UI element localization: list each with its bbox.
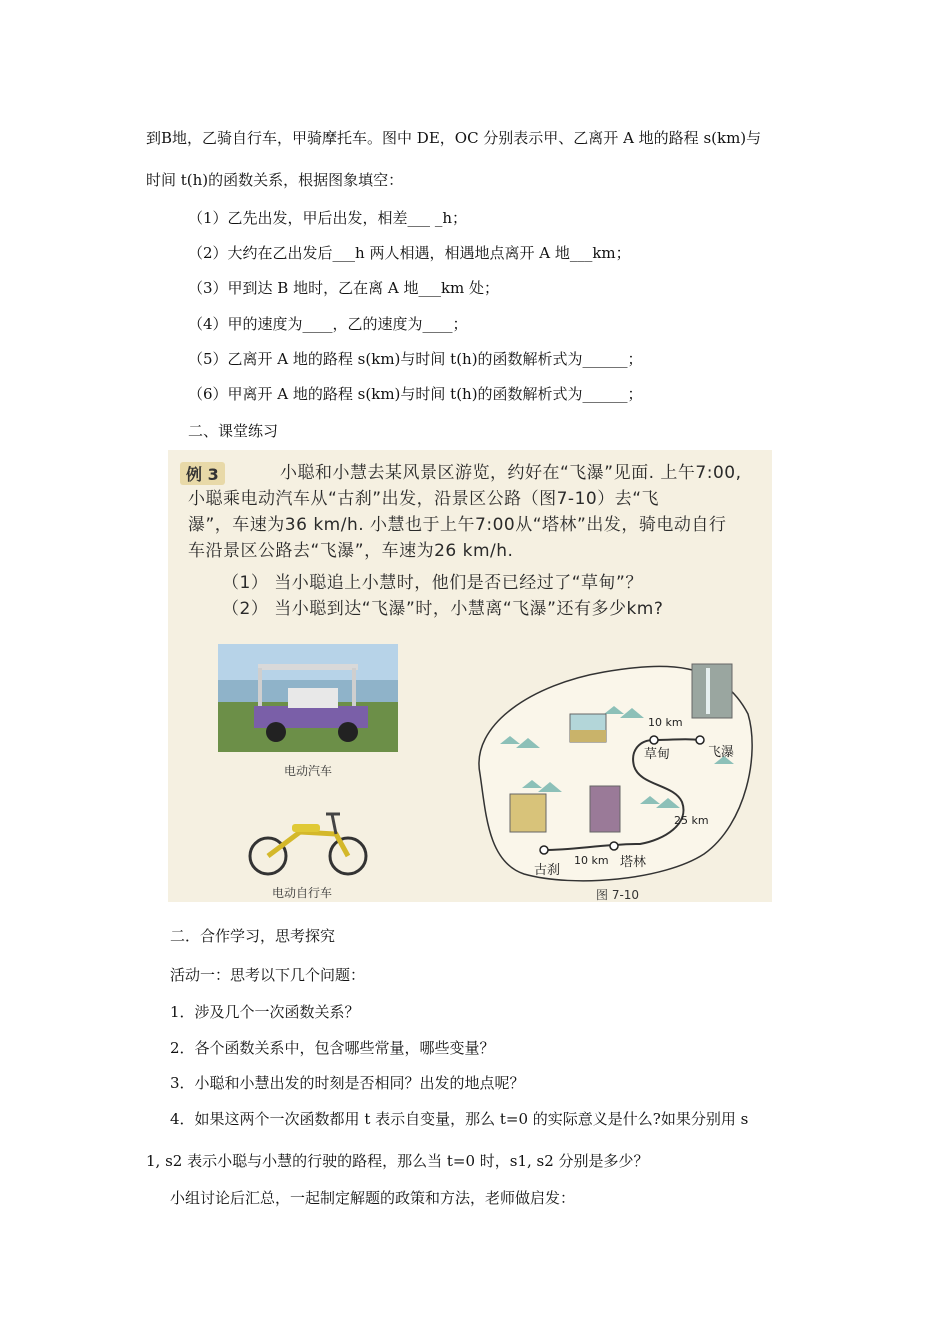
question-5: （5）乙离开 A 地的路程 s(km)与时间 t(h)的函数解析式为______； <box>188 350 643 368</box>
map-distance-3: 10 km <box>648 716 683 729</box>
example-figure <box>168 450 772 902</box>
question-3: （3）甲到达 B 地时，乙在离 A 地___km 处； <box>188 279 500 297</box>
text-line-2: 时间 t(h)的函数关系，根据图象填空： <box>146 171 404 189</box>
section-heading-practice: 二、课堂练习 <box>188 422 279 440</box>
map-label-caodian: 草甸 <box>644 747 671 762</box>
map-distance-2: 25 km <box>674 814 709 827</box>
scenic-route-map <box>464 654 764 892</box>
question-4: （4）甲的速度为____，乙的速度为____； <box>188 315 468 333</box>
activity-question-4b: 1, s2 表示小聪与小慧的行驶的路程，那么当 t=0 时，s1, s2 分别是多少？ <box>146 1152 649 1170</box>
electric-bike-image <box>244 810 374 876</box>
text-line-1: 到B地，乙骑自行车，甲骑摩托车。图中 DE，OC 分别表示甲、乙离开 A 地的路程 s(km)与 <box>146 129 762 147</box>
activity-question-4a: 4．如果这两个一次函数都用 t 表示自变量，那么 t=0 的实际意义是什么?如果分别用 s <box>170 1110 749 1128</box>
example-text-4: 车沿景区公路去“飞瀑”，车速为26 km/h. <box>188 541 514 561</box>
car-caption: 电动汽车 <box>284 764 333 778</box>
activity-question-1: 1．涉及几个一次函数关系？ <box>170 1003 360 1021</box>
question-1: （1）乙先出发，甲后出发，相差___ _h； <box>188 209 467 227</box>
section-heading-cooperative: 二．合作学习，思考探究 <box>170 927 336 945</box>
example-tag: 例 3 <box>180 462 225 485</box>
question-2: （2）大约在乙出发后___h 两人相遇，相遇地点离开 A 地___km； <box>188 244 631 262</box>
map-caption: 图 7-10 <box>596 888 640 902</box>
example-text-6: （2） 当小聪到达“飞瀑”时，小慧离“飞瀑”还有多少km? <box>222 599 664 619</box>
electric-car-image <box>218 644 398 752</box>
activity-heading: 活动一：思考以下几个问题： <box>170 966 366 984</box>
example-text-1: 小聪和小慧去某风景区游览，约好在“飞瀑”见面. 上午7:00, <box>280 463 742 483</box>
closing-text: 小组讨论后汇总，一起制定解题的政策和方法，老师做启发： <box>170 1189 576 1207</box>
map-label-talin: 塔林 <box>620 855 647 870</box>
activity-question-2: 2．各个函数关系中，包含哪些常量，哪些变量？ <box>170 1039 495 1057</box>
question-6: （6）甲离开 A 地的路程 s(km)与时间 t(h)的函数解析式为______； <box>188 385 643 403</box>
example-text-2: 小聪乘电动汽车从“古刹”出发，沿景区公路（图7-10）去“飞 <box>188 489 660 509</box>
map-distance-1: 10 km <box>574 854 609 867</box>
bike-caption: 电动自行车 <box>272 886 333 900</box>
activity-question-3: 3．小聪和小慧出发的时刻是否相同？出发的地点呢？ <box>170 1074 525 1092</box>
map-label-feipu: 飞瀑 <box>708 745 735 760</box>
example-text-3: 瀑”，车速为36 km/h. 小慧也于上午7:00从“塔林”出发，骑电动自行 <box>188 515 727 535</box>
example-text-5: （1） 当小聪追上小慧时，他们是否已经过了“草甸”？ <box>222 573 643 593</box>
map-label-gucha: 古刹 <box>534 863 561 878</box>
